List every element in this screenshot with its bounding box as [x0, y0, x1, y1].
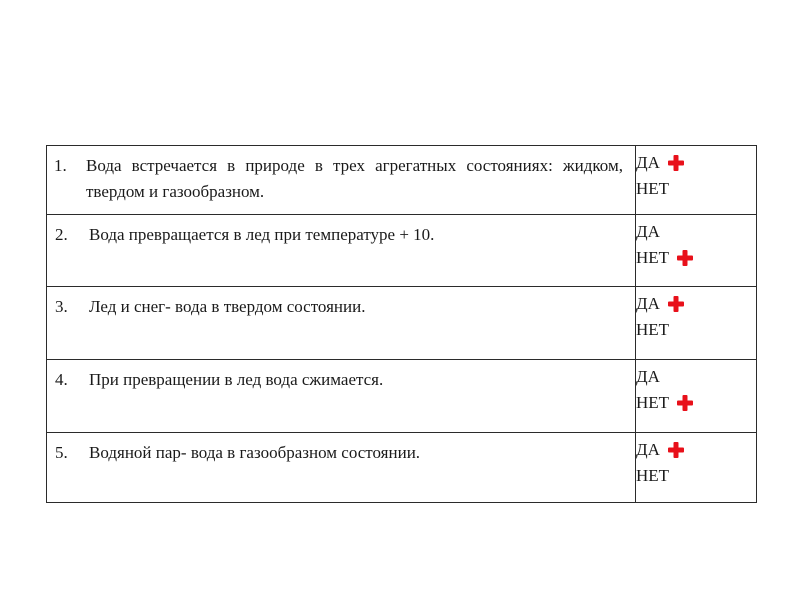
statement-number: 5.: [55, 443, 68, 462]
red-cross-icon: [677, 250, 693, 266]
table-row: [47, 215, 757, 287]
no-label: НЕТ: [636, 393, 670, 412]
statement-text: Вода превращается в лед при температуре + 10.: [89, 225, 435, 244]
red-cross-icon: [668, 442, 684, 458]
quiz-table: [46, 145, 757, 503]
answer-yes[interactable]: [636, 219, 756, 245]
answer-no[interactable]: [636, 463, 756, 489]
statement-number: 1.: [54, 156, 67, 175]
statement-cell: [47, 433, 636, 503]
statement-text: Лед и снег- вода в твердом состоянии.: [89, 297, 366, 316]
statement-cell: [47, 360, 636, 433]
statement-cell: [47, 287, 636, 360]
red-cross-icon: [668, 296, 684, 312]
yes-label: ДА: [636, 222, 660, 241]
no-label: НЕТ: [636, 179, 670, 198]
answer-yes[interactable]: [636, 364, 756, 390]
yes-label: ДА: [636, 367, 660, 386]
answer-cell: [636, 433, 757, 503]
answer-cell: [636, 360, 757, 433]
answer-yes[interactable]: [636, 291, 756, 317]
answer-no[interactable]: [636, 176, 756, 202]
statement-number: 2.: [55, 225, 68, 244]
answer-no[interactable]: [636, 390, 756, 416]
table-row: [47, 433, 757, 503]
red-cross-icon: [668, 155, 684, 171]
yes-label: ДА: [636, 440, 660, 459]
red-cross-icon: [677, 395, 693, 411]
statement-number: 3.: [55, 297, 68, 316]
table-row: [47, 146, 757, 215]
table-row: [47, 360, 757, 433]
statement-text: При превращении в лед вода сжимается.: [89, 370, 384, 389]
statement-number: 4.: [55, 370, 68, 389]
no-label: НЕТ: [636, 320, 670, 339]
no-label: НЕТ: [636, 466, 670, 485]
answer-cell: [636, 146, 757, 215]
no-label: НЕТ: [636, 248, 670, 267]
statement-cell: [47, 146, 636, 215]
answer-yes[interactable]: [636, 150, 756, 176]
answer-no[interactable]: [636, 317, 756, 343]
statement-text: Водяной пар- вода в газообразном состоянии.: [89, 443, 421, 462]
statement-cell: [47, 215, 636, 287]
table-row: [47, 287, 757, 360]
yes-label: ДА: [636, 294, 660, 313]
answer-cell: [636, 287, 757, 360]
statement-text: Вода встречается в природе в трех агрегатных состояниях: жидком, твердом и газообразном.: [86, 156, 623, 201]
answer-no[interactable]: [636, 245, 756, 271]
answer-cell: [636, 215, 757, 287]
yes-label: ДА: [636, 153, 660, 172]
answer-yes[interactable]: [636, 437, 756, 463]
